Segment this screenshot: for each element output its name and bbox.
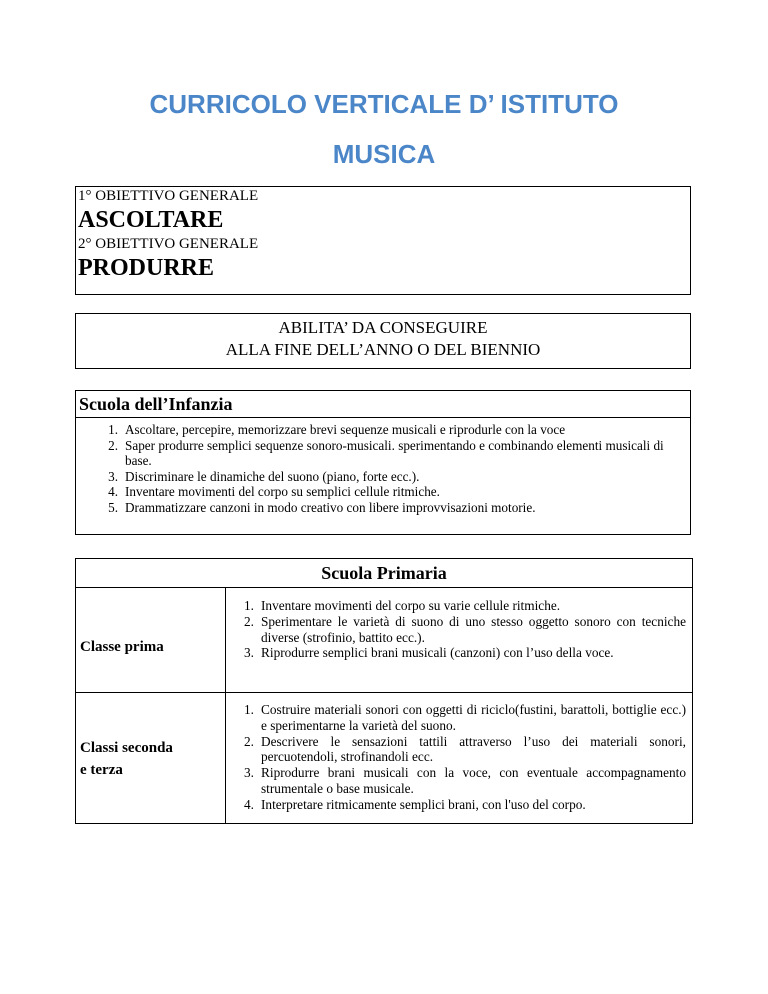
list-item: 5. Drammatizzare canzoni in modo creativo con libere improvvisazioni motorie. — [108, 499, 536, 515]
infanzia-list — [76, 418, 690, 515]
objective-1-value: ASCOLTARE — [78, 207, 224, 233]
list-item: 3. Riprodurre semplici brani musicali (canzoni) con l’uso della voce. — [244, 645, 614, 661]
list-item: 1. Costruire materiali sonori con oggetti di riciclo(fustini, barattoli, bottiglie ecc.) e sperimentarne la varietà del suono. — [244, 702, 686, 733]
general-objectives-box — [75, 186, 691, 295]
list-item: 1. Ascoltare, percepire, memorizzare brevi sequenze musicali e riprodurle con la voce — [108, 422, 566, 437]
objective-2-value: PRODURRE — [78, 255, 214, 281]
list-item: 4. Inventare movimenti del corpo su semplici cellule ritmiche. — [108, 484, 440, 499]
infanzia-heading: Scuola dell’Infanzia — [76, 391, 690, 418]
list-item: 1. Inventare movimenti del corpo su varie cellule ritmiche. — [244, 598, 561, 613]
abilities-line-2: ALLA FINE DELL’ANNO O DEL BIENNIO — [225, 340, 541, 359]
list-item: 2. Saper produrre semplici sequenze sonoro-musicali. sperimentando e combinando elementi musicali di base. — [108, 437, 664, 468]
class-cell: Classi seconda e terza — [76, 693, 226, 824]
abilities-line-1: ABILITA’ DA CONSEGUIRE — [278, 318, 488, 337]
infanzia-section — [75, 390, 691, 535]
list-item: 4. Interpretare ritmicamente semplici brani, con l'uso del corpo. — [244, 796, 586, 812]
primaria-heading: Scuola Primaria — [76, 559, 692, 588]
class-cell: Classe prima — [76, 588, 226, 692]
abilities-cell — [226, 693, 692, 824]
objective-1-label: 1° OBIETTIVO GENERALE — [78, 188, 259, 204]
primaria-table — [75, 558, 693, 824]
list-item: 3. Riprodurre brani musicali con la voce, con eventuale accompagnamento strumentale o base musicale. — [244, 765, 686, 796]
table-row — [76, 588, 692, 693]
abilities-box — [75, 313, 691, 369]
list-item: 2. Sperimentare le varietà di suono di uno stesso oggetto sonoro con tecniche diverse (strofinio, battito ecc.). — [244, 613, 686, 645]
abilities-cell — [226, 588, 692, 692]
table-row — [76, 693, 692, 824]
list-item: 2. Descrivere le sensazioni tattili attraverso l’uso dei materiali sonori, percuotendoli, strofinandoli ecc. — [244, 733, 686, 765]
subject-title: MUSICA — [332, 139, 436, 169]
document-title: CURRICOLO VERTICALE D’ ISTITUTO — [149, 89, 619, 119]
list-item: 3. Discriminare le dinamiche del suono (piano, forte ecc.). — [108, 468, 420, 484]
objective-2-label: 2° OBIETTIVO GENERALE — [78, 236, 259, 252]
